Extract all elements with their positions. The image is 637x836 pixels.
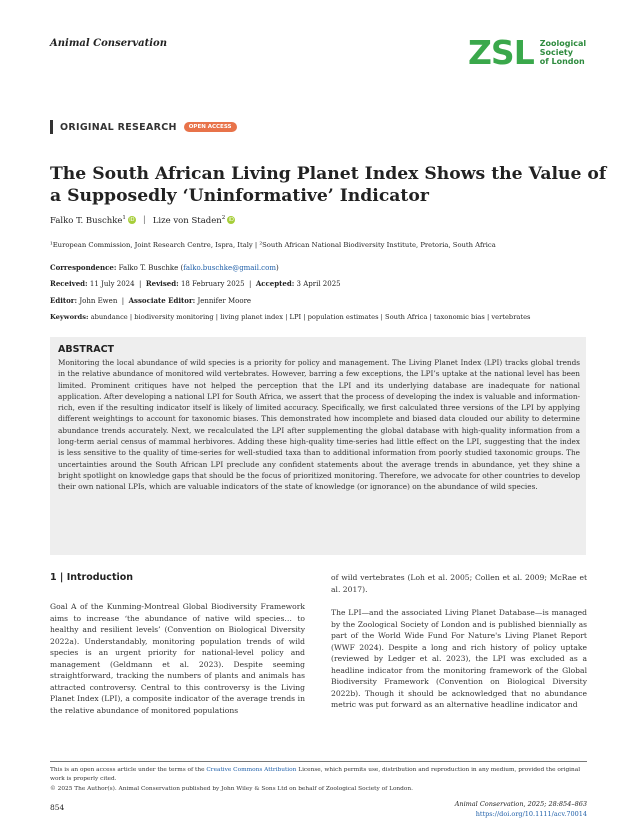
body-paragraph: The LPI—and the associated Living Planet Database—is managed by the Zoological Society of London and is published biennially as part of the World Wide Fund For Nature's Living Planet Report (WWF 2024). Despite a long and rich history of policy uptake (reviewed by Ledger et al. 2023), the LPI was excluded as a headline indicator from the monitoring framework of the Global Biodiversity Framework (Convention on Biological Diversity 2022b). Though it should be acknowledged that no abundance metric was put forward as an alternative headline indicator and <box>331 608 587 709</box>
zsl-logo-line: of London <box>539 57 585 66</box>
doi-link[interactable]: https://doi.org/10.1111/acv.70014 <box>475 810 587 818</box>
author-name[interactable]: Falko T. Buschke$^1$ <box>50 215 126 226</box>
zsl-logo-line: Society <box>539 48 573 57</box>
page-number: 854 <box>50 803 65 812</box>
email-link[interactable]: falko.buschke@gmail.com <box>183 264 276 272</box>
footer-divider <box>50 761 587 762</box>
section-bar <box>50 120 53 134</box>
correspondence: Correspondence: Falko T. Buschke (falko.buschke@gmail.com) <box>50 263 279 272</box>
license-link[interactable]: Creative Commons Attribution <box>206 767 297 773</box>
author-list <box>50 215 235 226</box>
editors: Editor: John Ewen | Associate Editor: Jennifer Moore <box>50 296 252 305</box>
abstract-text: Monitoring the local abundance of wild species is a priority for policy and management. The Living Planet Index (LPI) tracks global trends in the relative abundance of monitored wild vertebrates. However, barring a few exceptions, the LPI’s uptake at the national level has been limited. Prominent critiques have not helped the perception that the LPI and its underlying database are inadequate for national application. After developing a national LPI for South Africa, we assert that the process of developing the index is valuable and information-rich, even if the resulting indicator itself is likely of limited accuracy. Specifically, we first calculated three versions of the LPI by applying different weightings to account for taxonomic biases. This demonstrated how incomplete and biased data clouded our ability to determine abundance trends accurately. Next, we recalculated the LPI after supplementing the global database with high-quality information from a long-term aerial census of mammal herbivores. Adding these high-quality time-series had little effect on the LPI, suggesting that the index is less sensitive to the quality of time-series for well-studied taxa than to additional information from poorly studied taxonomic groups. The uncertainties around the South African LPI preclude any confident statements about the average trends in abundance, yet they shine a bright spotlight on knowledge gaps that should be the focus of prioritized monitoring. Therefore, we advocate for other countries to develop their own national LPIs, which are valuable indicators of the state of knowledge (or ignorance) on the abundance of wild species. <box>58 358 580 492</box>
section-heading: 1 | Introduction <box>50 572 134 583</box>
copyright-note: © 2025 The Author(s). Animal Conservation published by John Wiley & Sons Ltd on behalf of Zoological Society of London. <box>50 786 413 792</box>
journal-name: Animal Conservation <box>50 38 167 49</box>
author-separator: | <box>142 215 146 226</box>
zsl-logo[interactable] <box>468 33 587 72</box>
article-dates: Received: 11 July 2024 | Revised: 18 February 2025 | Accepted: 3 April 2025 <box>50 279 341 288</box>
body-paragraph: of wild vertebrates (Loh et al. 2005; Collen et al. 2009; McRae et al. 2017). <box>331 573 587 594</box>
affiliations: ¹European Commission, Joint Research Centre, Ispra, Italy | ²South African National Biodiversity Institute, Pretoria, South Africa <box>50 241 496 249</box>
author-name[interactable]: Lize von Staden$^2$ <box>152 215 226 226</box>
body-paragraph: Goal A of the Kunming-Montreal Global Biodiversity Framework aims to increase ‘the abundance of native wild species… to healthy and resilient levels’ (Convention on Biological Diversity 2022a). Understandably, monitoring population trends of wild species is an urgent priority for national-level policy and management (Geldmann et al. 2023). Despite seeming straightforward, tracking the numbers of plants and animals has attracted controversy. Central to this controversy is the Living Planet Index (LPI), a composite indicator of the average trends in the relative abundance of monitored populations <box>50 602 305 715</box>
abstract-heading: ABSTRACT <box>58 344 115 355</box>
orcid-icon[interactable]: iD <box>228 217 234 224</box>
journal-citation: Animal Conservation, 2025; 28:854–863 https://doi.org/10.1111/acv.70014 <box>454 800 587 818</box>
open-access-badge: OPEN ACCESS <box>184 122 237 132</box>
orcid-icon[interactable]: iD <box>129 217 135 224</box>
zsl-logo-mark: ZSL <box>468 33 534 72</box>
zsl-logo-text <box>540 39 586 66</box>
article-type: ORIGINAL RESEARCH <box>60 121 177 133</box>
section-label-row <box>50 120 237 134</box>
keywords: Keywords: abundance | biodiversity monitoring | living planet index | LPI | population estimates | South Africa | taxonomic bias | vertebrates <box>50 313 531 321</box>
zsl-logo-line: Zoological <box>539 39 587 48</box>
article-title: The South African Living Planet Index Shows the Value of a Supposedly ‘Uninformative’ Indicator <box>50 164 607 206</box>
abstract-box <box>50 337 586 555</box>
license-note: This is an open access article under the terms of the Creative Commons Attribution License, which permits use, distribution and reproduction in any medium, provided the original work is properly cited. <box>50 767 581 782</box>
